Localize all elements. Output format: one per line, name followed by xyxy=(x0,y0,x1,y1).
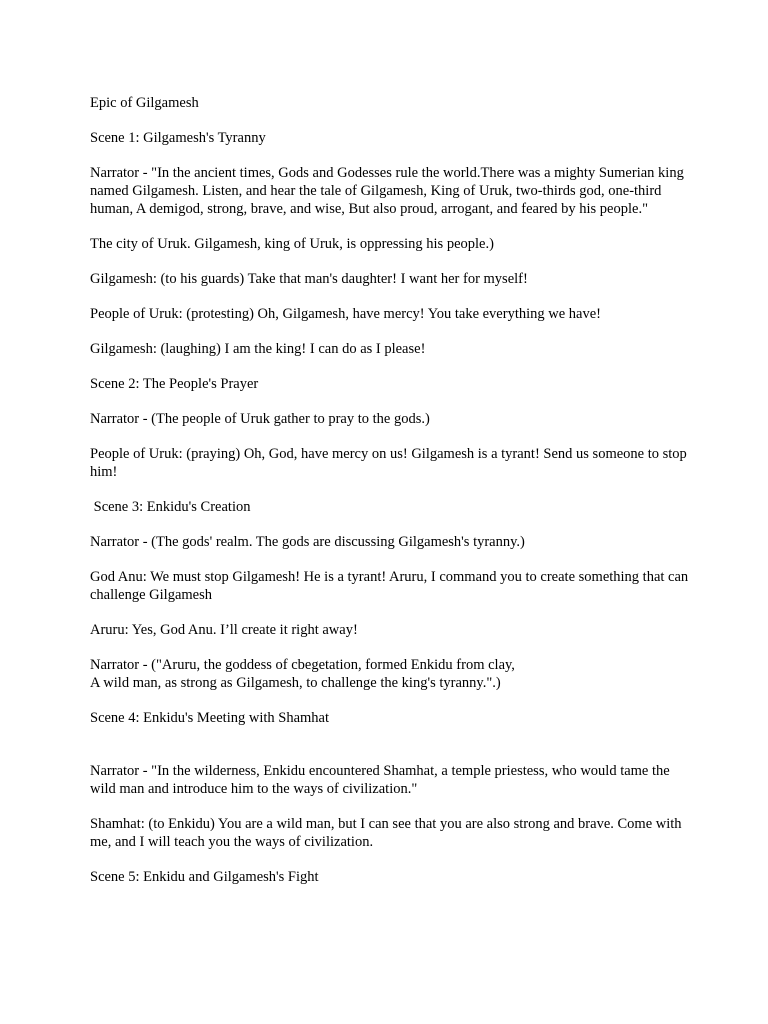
dialogue-line: Shamhat: (to Enkidu) You are a wild man, but I can see that you are also strong and brave. Come with me, and I will teach you the ways of civilization. xyxy=(90,816,686,850)
narration-paragraph: Narrator - "In the wilderness, Enkidu encountered Shamhat, a temple priestess, who would tame the wild man and introduce him to the ways of civilization." xyxy=(90,763,674,797)
document-page xyxy=(90,94,690,903)
dialogue-line: Gilgamesh: (laughing) I am the king! I can do as I please! xyxy=(90,341,426,357)
dialogue-line: Gilgamesh: (to his guards) Take that man's daughter! I want her for myself! xyxy=(90,271,528,287)
stage-direction: The city of Uruk. Gilgamesh, king of Uruk, is oppressing his people.) xyxy=(90,236,494,252)
dialogue-line: God Anu: We must stop Gilgamesh! He is a tyrant! Aruru, I command you to create something that can challenge Gilgamesh xyxy=(90,569,692,603)
scene-heading: Scene 3: Enkidu's Creation xyxy=(90,499,251,515)
dialogue-line: Aruru: Yes, God Anu. I’ll create it right away! xyxy=(90,622,358,638)
narration-paragraph: Narrator - (The gods' realm. The gods are discussing Gilgamesh's tyranny.) xyxy=(90,534,525,550)
scene-heading: Scene 1: Gilgamesh's Tyranny xyxy=(90,130,266,146)
narration-paragraph: Narrator - ("Aruru, the goddess of cbegetation, formed Enkidu from clay, A wild man, as strong as Gilgamesh, to challenge the king's tyranny.".) xyxy=(90,657,515,691)
scene-heading: Scene 5: Enkidu and Gilgamesh's Fight xyxy=(90,869,319,885)
scene-heading: Scene 4: Enkidu's Meeting with Shamhat xyxy=(90,710,330,726)
dialogue-line: People of Uruk: (protesting) Oh, Gilgamesh, have mercy! You take everything we have! xyxy=(90,306,601,322)
dialogue-line: People of Uruk: (praying) Oh, God, have mercy on us! Gilgamesh is a tyrant! Send us someone to stop him! xyxy=(90,446,691,480)
document-title: Epic of Gilgamesh xyxy=(90,95,199,111)
narration-paragraph: Narrator - "In the ancient times, Gods and Godesses rule the world.There was a mighty Sumerian king named Gilgamesh. Listen, and hear the tale of Gilgamesh, King of Uruk, two-thirds god, one-third human, A demigod, strong, brave, and wise, But also proud, arrogant, and feared by his people." xyxy=(90,165,692,217)
narration-paragraph: Narrator - (The people of Uruk gather to pray to the gods.) xyxy=(90,411,430,427)
scene-heading: Scene 2: The People's Prayer xyxy=(90,376,259,392)
